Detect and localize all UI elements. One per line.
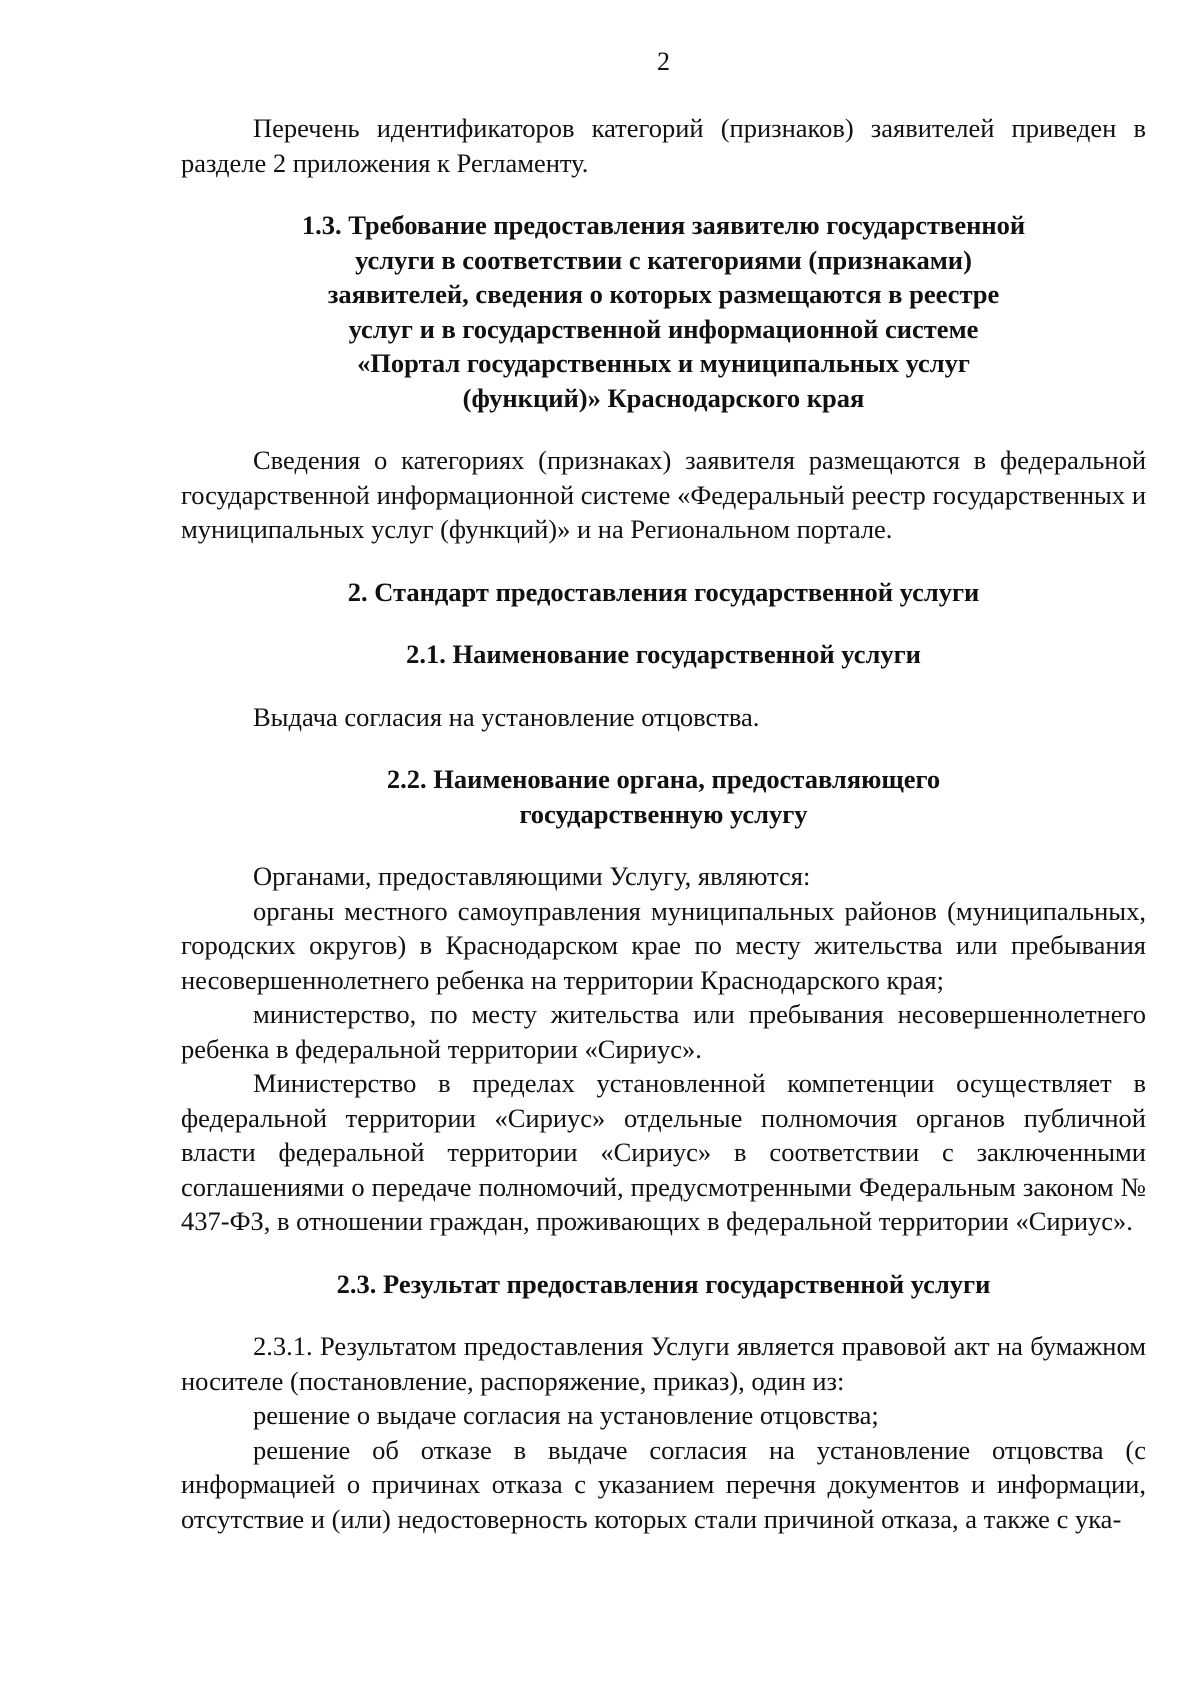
heading-2-1: 2.1. Наименование государственной услуги bbox=[406, 639, 921, 669]
paragraph-ministry-powers: Министерство в пределах установленной компетенции осуществляет в федеральной территории «Сириус» отдельные полномочия органов публичной власти федеральной территории «Сириус» в соответствии с заключенными соглашениями о передаче полномочий, предусмотренными Федеральным законом № 437-ФЗ, в отношении граждан, проживающих в федеральной территории «Сириус». bbox=[181, 1068, 1146, 1236]
paragraph-result-refusal: решение об отказе в выдаче согласия на установление отцовства (с информацией о причинах отказа с указанием перечня документов и информации, отсутствие и (или) недостоверность которых стали причиной отказа, а также с ука- bbox=[181, 1434, 1146, 1534]
paragraph-local-authorities: органы местного самоуправления муниципальных районов (муниципальных, городских округов) в Краснодарском крае по месту жительства или пребывания несовершеннолетнего ребенка на территории Краснодарского края; bbox=[181, 895, 1146, 995]
heading-2-3: 2.3. Результат предоставления государственной услуги bbox=[336, 1268, 991, 1299]
paragraph-categories-info: Сведения о категориях (признаках) заявителя размещаются в федеральной государственной информационной системе «Федеральный реестр государственных и муниципальных услуг (функций)» и на Региональном портале. bbox=[181, 445, 1146, 544]
heading-1-3-line-3: заявителей, сведения о которых размещаются в реестре bbox=[327, 279, 1000, 309]
paragraph-identifiers: Перечень идентификаторов категорий (признаков) заявителей приведен в разделе 2 приложения к Регламенту. bbox=[181, 113, 1146, 178]
heading-1-3 bbox=[181, 208, 1146, 415]
heading-2-2 bbox=[181, 762, 1146, 831]
heading-1-3-line-4: услуг и в государственной информационной системе bbox=[348, 313, 979, 344]
heading-2: 2. Стандарт предоставления государственной услуги bbox=[347, 576, 980, 607]
heading-2-2-line-1: 2.2. Наименование органа, предоставляющего bbox=[386, 764, 941, 794]
heading-1-3-line-6: (функций)» Краснодарского края bbox=[462, 382, 865, 413]
paragraph-result-approval: решение о выдаче согласия на установление отцовства; bbox=[253, 1400, 879, 1430]
paragraph-service-name: Выдача согласия на установление отцовства. bbox=[253, 701, 760, 732]
heading-1-3-line-5: «Портал государственных и муниципальных услуг bbox=[357, 348, 970, 378]
document-body bbox=[181, 111, 1146, 1536]
heading-1-3-line-1: 1.3. Требование предоставления заявителю государственной bbox=[301, 210, 1026, 240]
paragraph-authorities-intro: Органами, предоставляющими Услугу, являются: bbox=[253, 861, 811, 891]
paragraph-ministry: министерство, по месту жительства или пребывания несовершеннолетнего ребенка в федеральной территории «Сириус». bbox=[181, 999, 1146, 1064]
page-number: 2 bbox=[657, 47, 670, 76]
paragraph-result-intro: 2.3.1. Результатом предоставления Услуги является правовой акт на бумажном носителе (постановление, распоряжение, приказ), один из: bbox=[181, 1331, 1146, 1396]
heading-1-3-line-2: услуги в соответствии с категориями (признаками) bbox=[355, 244, 972, 275]
heading-2-2-line-2: государственную услугу bbox=[519, 798, 808, 829]
